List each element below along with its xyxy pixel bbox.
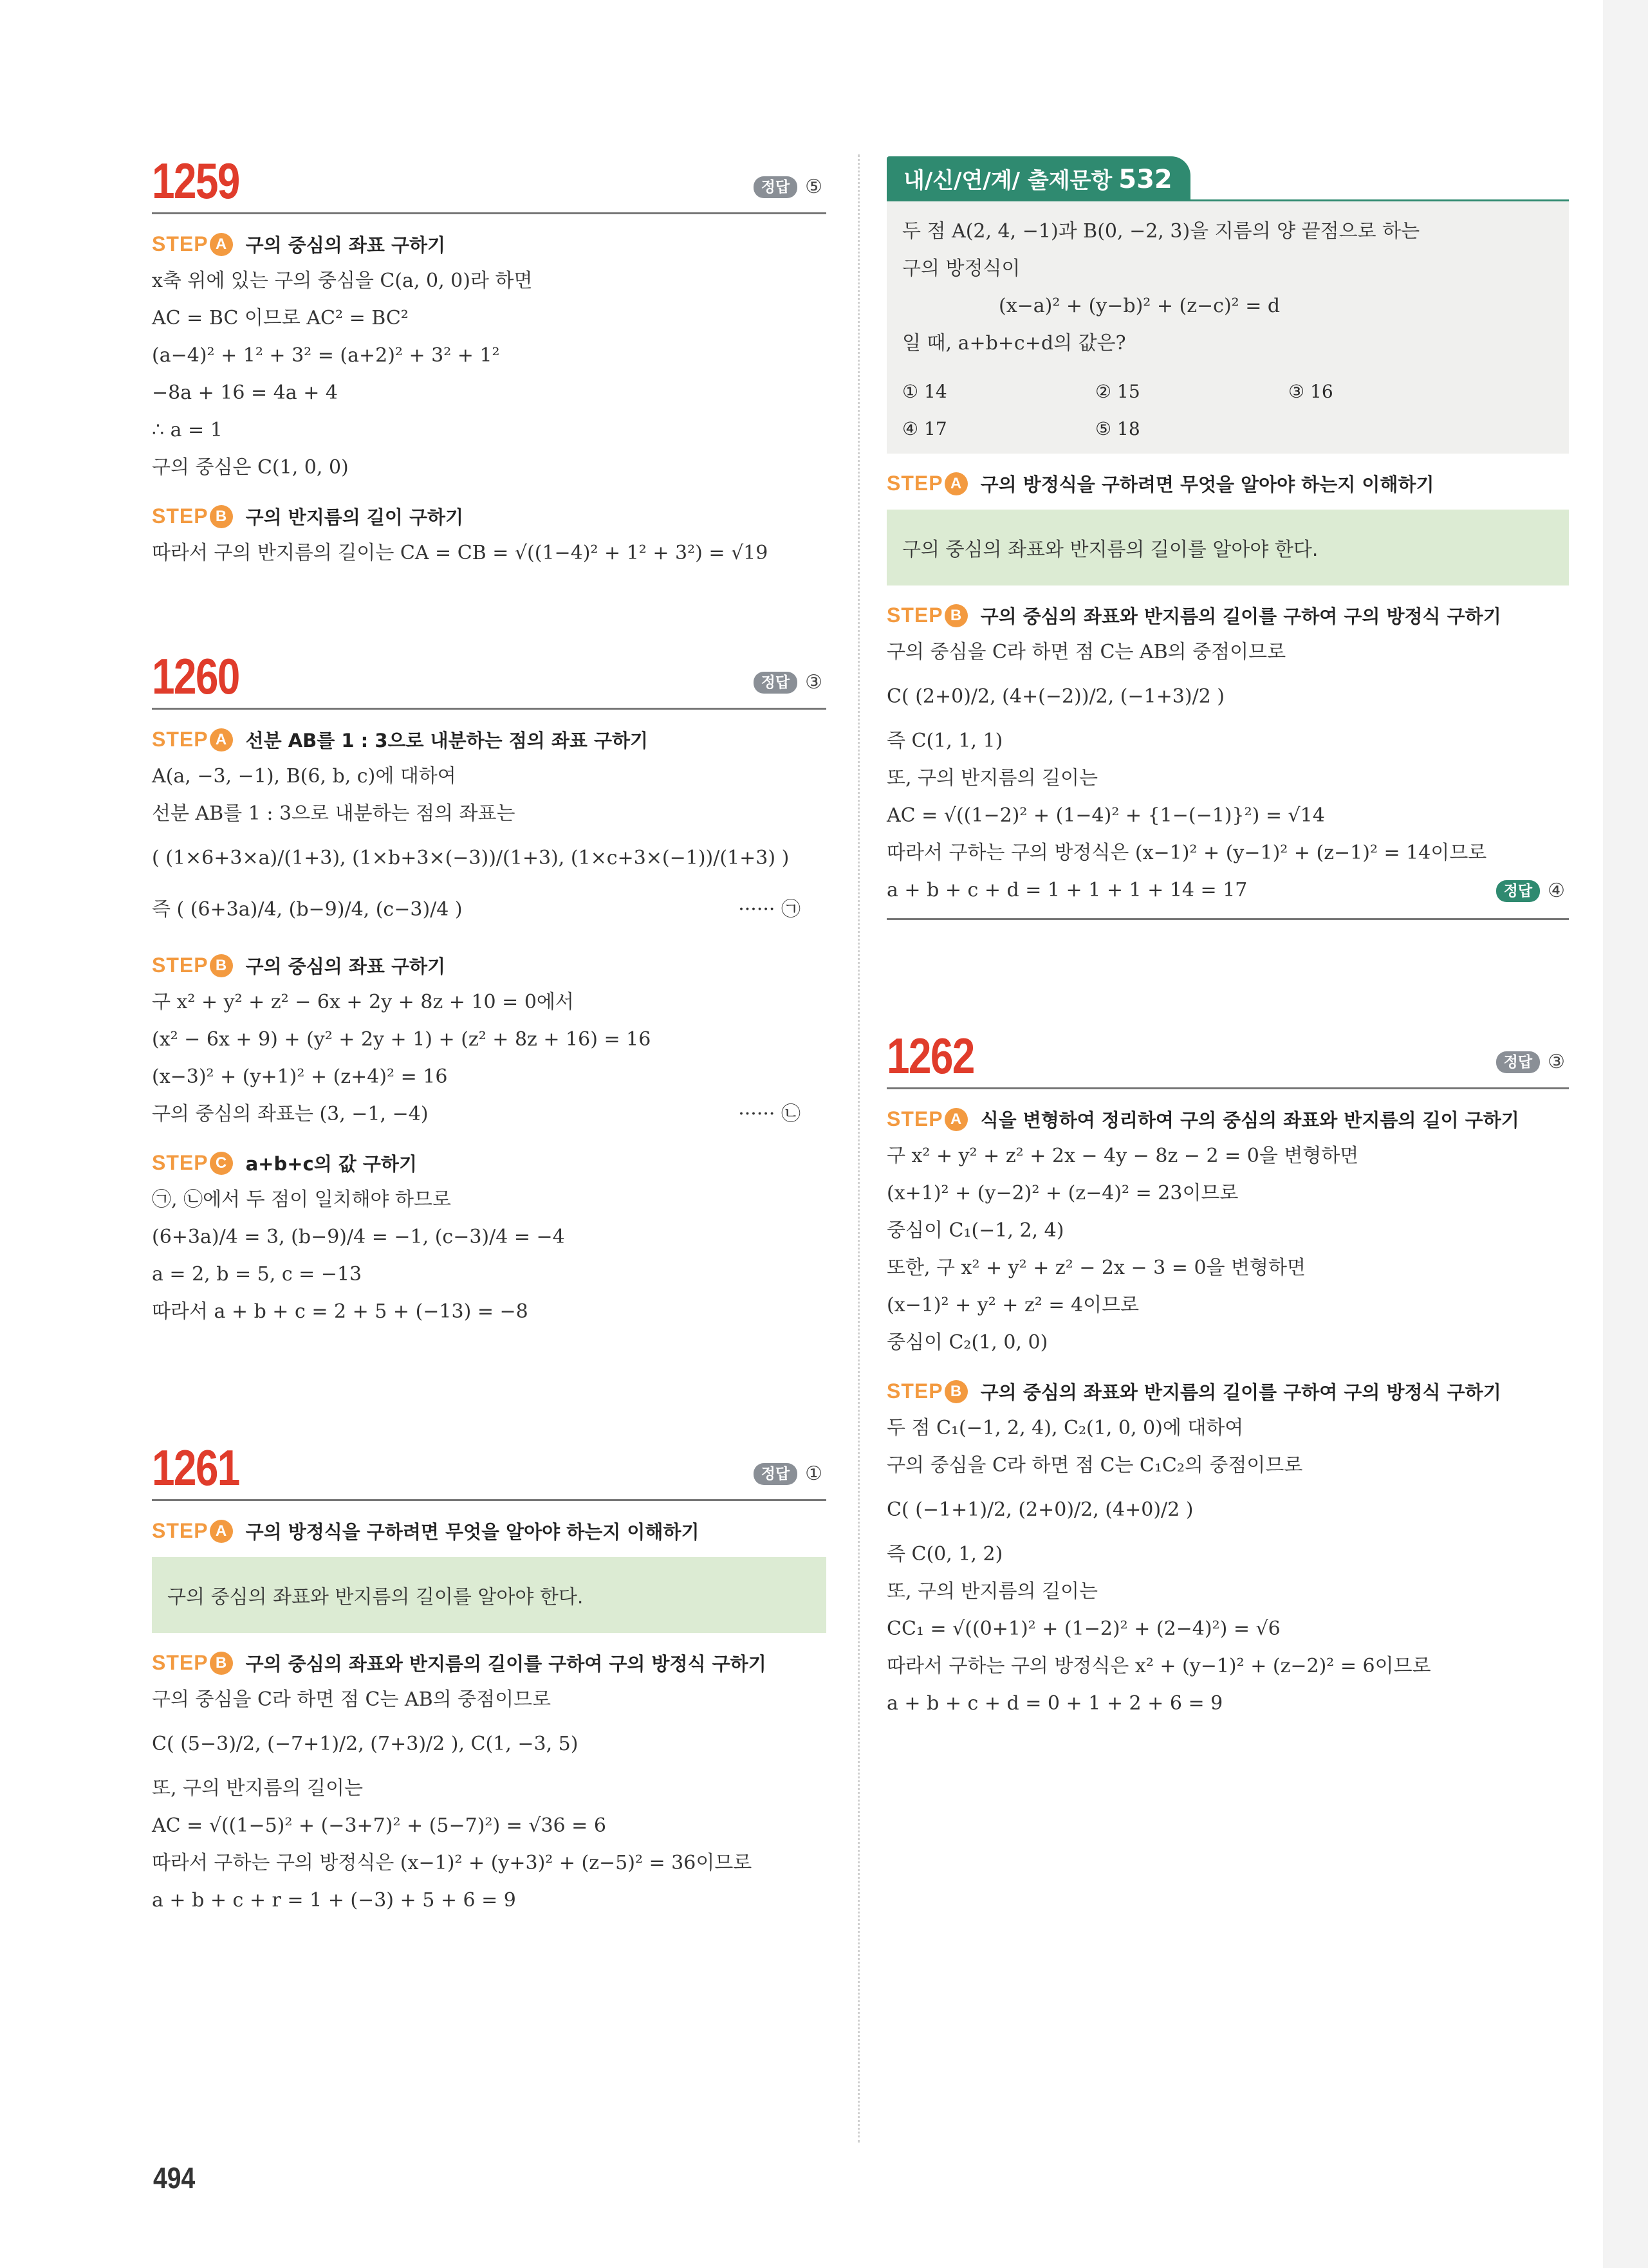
solution-line: C( (5−3)/2, (−7+1)/2, (7+3)/2 ), C(1, −3, 5) xyxy=(152,1733,579,1755)
choice-item: ⑤ 18 xyxy=(1095,418,1140,439)
answer-value: ④ xyxy=(1548,880,1565,902)
problem-1261 xyxy=(152,1435,826,1919)
solution-line: 또, 구의 반지름의 길이는 xyxy=(152,1777,363,1800)
solution-line: 즉 C(0, 1, 2) xyxy=(887,1543,1003,1565)
step-letter: C xyxy=(210,1152,233,1175)
answer xyxy=(754,671,822,694)
problem-1260 xyxy=(152,643,826,1331)
step-letter: A xyxy=(210,728,233,751)
solution-line: 구의 중심을 C라 하면 점 C는 C₁C₂의 중점이므로 xyxy=(887,1454,1303,1477)
page-number: 494 xyxy=(153,2161,196,2195)
solution-line: 구의 중심을 C라 하면 점 C는 AB의 중점이므로 xyxy=(152,1688,551,1711)
question-line: 일 때, a+b+c+d의 값은? xyxy=(902,332,1126,355)
answer-badge: 정답 xyxy=(1496,880,1540,902)
solution-line: a + b + c + d = 1 + 1 + 1 + 14 = 17 xyxy=(887,879,1248,901)
answer-value: ③ xyxy=(1548,1051,1565,1073)
choice-item: ① 14 xyxy=(902,381,947,402)
solution-line: 구의 중심은 C(1, 0, 0) xyxy=(152,456,349,479)
step-a-heading xyxy=(152,726,826,753)
solution-line: 따라서 구하는 구의 방정식은 (x−1)² + (y+3)² + (z−5)² = 36이므로 xyxy=(152,1852,752,1874)
step-title: 구의 중심의 좌표 구하기 xyxy=(245,955,446,977)
solution-line: 중심이 C₁(−1, 2, 4) xyxy=(887,1219,1064,1242)
solution-line: 즉 ( (6+3a)/4, (b−9)/4, (c−3)/4 ) xyxy=(152,898,463,921)
solution-line: (6+3a)/4 = 3, (b−9)/4 = −1, (c−3)/4 = −4 xyxy=(152,1226,565,1248)
solution-line: 또, 구의 반지름의 길이는 xyxy=(887,1580,1098,1603)
choice-item: ③ 16 xyxy=(1288,381,1333,402)
choice-item: ④ 17 xyxy=(902,418,947,439)
page-edge-shadow xyxy=(1603,0,1648,2268)
choice-item: ② 15 xyxy=(1095,381,1140,402)
solution-line: 구 x² + y² + z² + 2x − 4y − 8z − 2 = 0을 변형하면 xyxy=(887,1145,1359,1167)
step-word: STEP xyxy=(152,232,208,255)
choice-list xyxy=(902,374,1553,447)
solution-line: a + b + c + r = 1 + (−3) + 5 + 6 = 9 xyxy=(152,1889,516,1912)
step-word: STEP xyxy=(152,728,208,751)
step-letter: A xyxy=(945,472,968,495)
solution-line: 구 x² + y² + z² − 6x + 2y + 8z + 10 = 0에서 xyxy=(152,991,574,1013)
section-rule xyxy=(887,918,1569,920)
hint-box: 구의 중심의 좌표와 반지름의 길이를 알아야 한다. xyxy=(152,1557,826,1633)
step-a-heading xyxy=(887,470,1569,497)
solution-line: 선분 AB를 1 : 3으로 내분하는 점의 좌표는 xyxy=(152,802,515,825)
solution-line: AC = BC 이므로 AC² = BC² xyxy=(152,307,409,329)
step-c-heading xyxy=(152,1150,826,1176)
step-letter: A xyxy=(210,1520,233,1543)
answer-badge: 정답 xyxy=(754,176,797,198)
solution-line: (x+1)² + (y−2)² + (z−4)² = 23이므로 xyxy=(887,1182,1239,1204)
answer xyxy=(1496,1051,1565,1073)
naesin-question-box xyxy=(887,201,1569,454)
step-word: STEP xyxy=(887,1379,943,1403)
step-word: STEP xyxy=(887,472,943,495)
problem-header xyxy=(152,643,826,710)
solution-line: 또, 구의 반지름의 길이는 xyxy=(887,767,1098,789)
problem-number: 1260 xyxy=(152,648,239,705)
naesin-tab-label: 내/신/연/계/ 출제문항 xyxy=(903,168,1113,194)
solution-line: A(a, −3, −1), B(6, b, c)에 대하여 xyxy=(152,765,456,788)
equation-mark: ······ ㉠ xyxy=(738,898,801,921)
solution-line: 따라서 구하는 구의 방정식은 (x−1)² + (y−1)² + (z−1)² = 14이므로 xyxy=(887,842,1487,864)
answer xyxy=(1496,880,1565,902)
column-divider xyxy=(858,154,860,2143)
answer-value: ③ xyxy=(805,671,822,694)
answer-badge: 정답 xyxy=(1496,1051,1540,1073)
naesin-linked-problem xyxy=(887,154,1569,920)
step-letter: B xyxy=(210,954,233,977)
step-letter: B xyxy=(945,604,968,627)
solution-line: 즉 C(1, 1, 1) xyxy=(887,730,1003,752)
step-title: 구의 방정식을 구하려면 무엇을 알아야 하는지 이해하기 xyxy=(245,1521,699,1543)
solution-line: ∴ a = 1 xyxy=(152,419,223,441)
solution-line: CC₁ = √((0+1)² + (1−2)² + (2−4)²) = √6 xyxy=(887,1618,1281,1640)
step-letter: B xyxy=(945,1380,968,1403)
answer xyxy=(754,1462,822,1485)
problem-1259 xyxy=(152,148,826,572)
solution-line: (a−4)² + 1² + 3² = (a+2)² + 3² + 1² xyxy=(152,344,500,367)
step-word: STEP xyxy=(887,604,943,627)
question-line: 구의 방정식이 xyxy=(902,257,1021,280)
step-letter: A xyxy=(210,233,233,256)
solution-line: C( (2+0)/2, (4+(−2))/2, (−1+3)/2 ) xyxy=(887,685,1225,708)
solution-line: AC = √((1−2)² + (1−4)² + {1−(−1)}²) = √14 xyxy=(887,804,1325,827)
step-word: STEP xyxy=(152,1519,208,1542)
problem-number: 1261 xyxy=(152,1439,239,1496)
problem-header xyxy=(152,148,826,214)
step-title: 식을 변형하여 정리하여 구의 중심의 좌표와 반지름의 길이 구하기 xyxy=(980,1109,1519,1131)
answer xyxy=(754,176,822,198)
solution-line: 따라서 구의 반지름의 길이는 CA = CB = √((1−4)² + 1² + 3²) = √19 xyxy=(152,542,768,564)
problem-number: 1259 xyxy=(152,152,239,209)
step-title: 구의 방정식을 구하려면 무엇을 알아야 하는지 이해하기 xyxy=(980,474,1434,495)
step-b-heading xyxy=(152,1650,826,1676)
step-a-heading xyxy=(887,1106,1569,1132)
naesin-tab xyxy=(887,156,1190,199)
step-word: STEP xyxy=(887,1107,943,1130)
step-title: 구의 반지름의 길이 구하기 xyxy=(245,506,464,528)
solution-line: 구의 중심을 C라 하면 점 C는 AB의 중점이므로 xyxy=(887,641,1286,663)
step-letter: B xyxy=(210,505,233,528)
step-word: STEP xyxy=(152,1151,208,1174)
answer-value: ⑤ xyxy=(805,176,822,198)
solution-line: 따라서 a + b + c = 2 + 5 + (−13) = −8 xyxy=(152,1300,528,1323)
problem-1262 xyxy=(887,1023,1569,1722)
step-word: STEP xyxy=(152,1651,208,1674)
step-word: STEP xyxy=(152,504,208,528)
answer-badge: 정답 xyxy=(754,672,797,694)
solution-line: 따라서 구하는 구의 방정식은 x² + (y−1)² + (z−2)² = 6이므로 xyxy=(887,1655,1431,1677)
step-title: 구의 중심의 좌표 구하기 xyxy=(245,234,446,256)
step-a-heading xyxy=(152,1518,826,1544)
step-b-heading xyxy=(152,503,826,530)
solution-line: x축 위에 있는 구의 중심을 C(a, 0, 0)라 하면 xyxy=(152,270,533,292)
solution-line: ㉠, ㉡에서 두 점이 일치해야 하므로 xyxy=(152,1188,451,1211)
solution-line: AC = √((1−5)² + (−3+7)² + (5−7)²) = √36 = 6 xyxy=(152,1814,606,1837)
step-letter: B xyxy=(210,1652,233,1675)
step-b-heading xyxy=(887,1378,1569,1405)
solution-line: a = 2, b = 5, c = −13 xyxy=(152,1263,362,1286)
solution-line: (x² − 6x + 9) + (y² + 2y + 1) + (z² + 8z + 16) = 16 xyxy=(152,1028,651,1051)
step-letter: A xyxy=(945,1108,968,1131)
solution-line: 중심이 C₂(1, 0, 0) xyxy=(887,1331,1048,1354)
hint-box: 구의 중심의 좌표와 반지름의 길이를 알아야 한다. xyxy=(887,510,1569,585)
step-title: 구의 중심의 좌표와 반지름의 길이를 구하여 구의 방정식 구하기 xyxy=(245,1653,766,1675)
solution-line: 두 점 C₁(−1, 2, 4), C₂(1, 0, 0)에 대하여 xyxy=(887,1417,1244,1439)
naesin-header xyxy=(887,154,1569,201)
step-b-heading xyxy=(887,602,1569,629)
solution-line: (x−3)² + (y+1)² + (z+4)² = 16 xyxy=(152,1065,448,1088)
step-title: 선분 AB를 1 : 3으로 내분하는 점의 좌표 구하기 xyxy=(245,730,649,751)
problem-header xyxy=(887,1023,1569,1089)
question-equation: (x−a)² + (y−b)² + (z−c)² = d xyxy=(999,295,1281,317)
answer-badge: 정답 xyxy=(754,1463,797,1485)
solution-line: ( (1×6+3×a)/(1+3), (1×b+3×(−3))/(1+3), (1×c+3×(−1))/(1+3) ) xyxy=(152,847,790,869)
solution-line: C( (−1+1)/2, (2+0)/2, (4+0)/2 ) xyxy=(887,1498,1194,1521)
step-title: a+b+c의 값 구하기 xyxy=(245,1153,417,1175)
question-line: 두 점 A(2, 4, −1)과 B(0, −2, 3)을 지름의 양 끝점으로 하는 xyxy=(902,220,1420,243)
solution-line: 또한, 구 x² + y² + z² − 2x − 3 = 0을 변형하면 xyxy=(887,1257,1306,1279)
solution-line: 구의 중심의 좌표는 (3, −1, −4) xyxy=(152,1103,429,1125)
naesin-number: 532 xyxy=(1118,165,1172,194)
step-b-heading xyxy=(152,952,826,979)
solution-line: a + b + c + d = 0 + 1 + 2 + 6 = 9 xyxy=(887,1692,1223,1715)
solution-line: (x−1)² + y² + z² = 4이므로 xyxy=(887,1294,1140,1316)
answer-value: ① xyxy=(805,1462,822,1485)
step-a-heading xyxy=(152,231,826,257)
problem-header xyxy=(152,1435,826,1501)
equation-mark: ······ ㉡ xyxy=(738,1103,801,1125)
step-word: STEP xyxy=(152,954,208,977)
problem-number: 1262 xyxy=(887,1028,974,1084)
step-title: 구의 중심의 좌표와 반지름의 길이를 구하여 구의 방정식 구하기 xyxy=(980,605,1501,627)
solution-line: −8a + 16 = 4a + 4 xyxy=(152,382,338,404)
step-title: 구의 중심의 좌표와 반지름의 길이를 구하여 구의 방정식 구하기 xyxy=(980,1381,1501,1403)
